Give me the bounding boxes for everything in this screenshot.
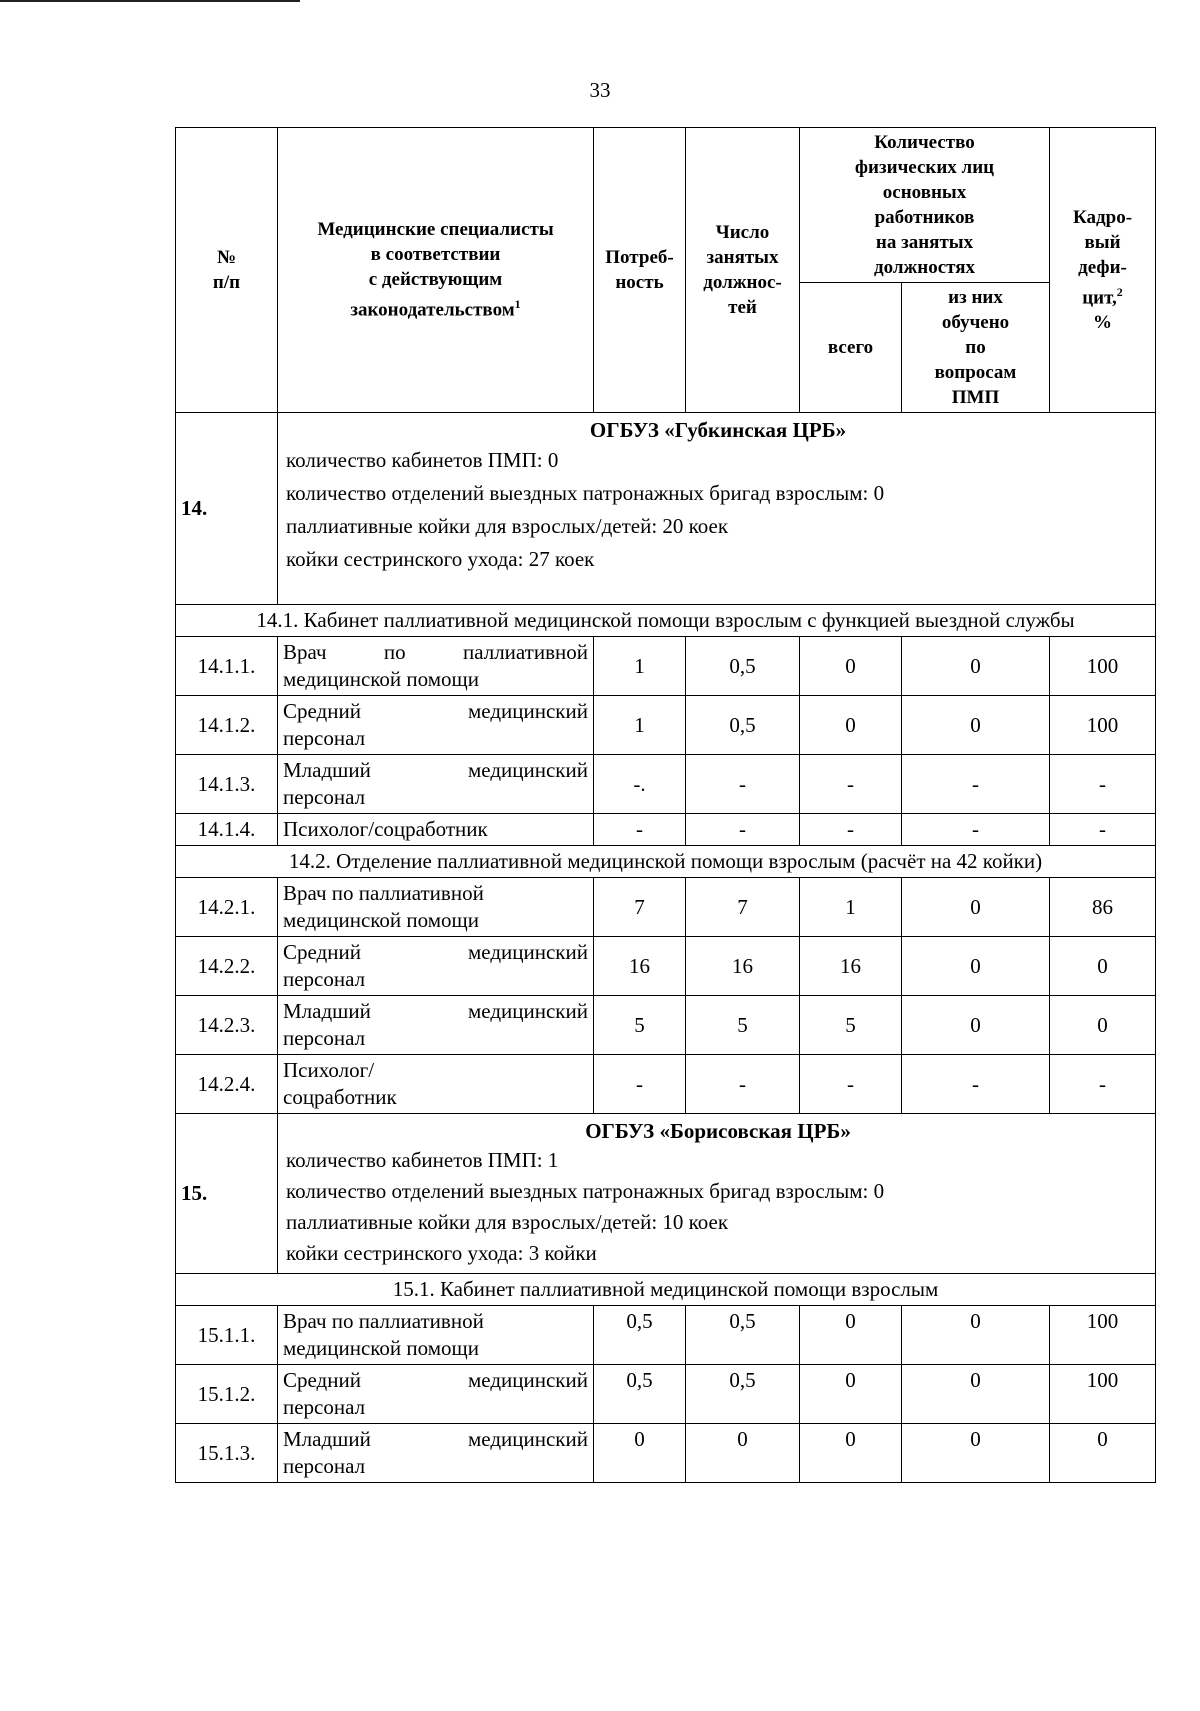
specialist-line — [283, 1367, 588, 1394]
value-deficit: - — [1050, 1055, 1156, 1114]
value-trained: - — [902, 755, 1050, 814]
specialist-line: персонал — [283, 1026, 366, 1050]
specialist-cell — [278, 755, 594, 814]
specialist-cell — [278, 1365, 594, 1424]
subsection-title-row — [176, 605, 1156, 637]
value-trained: 0 — [902, 1424, 1050, 1483]
value-occ: 0,5 — [686, 1365, 800, 1424]
specialist-word: Средний — [283, 1368, 361, 1392]
header-need: Потреб- ность — [594, 128, 686, 413]
specialist-line: Психолог/соцработник — [283, 817, 488, 841]
subsection-title-row — [176, 1274, 1156, 1306]
specialist-word: Средний — [283, 699, 361, 723]
value-trained: - — [902, 814, 1050, 846]
subsection-title: 14.2. Отделение паллиативной медицинской помощи взрослым (расчёт на 42 койки) — [176, 846, 1156, 878]
value-total: - — [800, 755, 902, 814]
specialist-word: медицинский — [468, 1427, 588, 1451]
value-occ: 16 — [686, 937, 800, 996]
org-info-line: паллиативные койки для взрослых/детей: 20 коек — [286, 514, 729, 538]
value-total: - — [800, 814, 902, 846]
value-deficit: - — [1050, 814, 1156, 846]
specialist-word: Врач — [283, 640, 327, 664]
value-need: 0,5 — [594, 1306, 686, 1365]
org-info-line: количество отделений выездных патронажных бригад взрослым: 0 — [286, 481, 885, 505]
value-need: 1 — [594, 696, 686, 755]
value-deficit: 100 — [1050, 1306, 1156, 1365]
value-deficit: 0 — [1050, 1424, 1156, 1483]
value-deficit: 100 — [1050, 1365, 1156, 1424]
header-trained: из них обучено по вопросам ПМП — [902, 283, 1050, 413]
specialist-line: Врач по паллиативной — [283, 1309, 484, 1333]
row-number: 15.1.2. — [176, 1365, 278, 1424]
table-header-row — [176, 128, 1156, 283]
org-info-line: койки сестринского ухода: 27 коек — [286, 547, 595, 571]
specialist-line — [283, 998, 588, 1025]
value-trained: 0 — [902, 937, 1050, 996]
specialist-word: медицинский — [468, 699, 588, 723]
value-occ: 5 — [686, 996, 800, 1055]
table-row — [176, 1306, 1156, 1365]
specialist-word: Младший — [283, 1427, 371, 1451]
specialist-word: Средний — [283, 940, 361, 964]
specialist-cell — [278, 1306, 594, 1365]
specialist-line: медицинской помощи — [283, 908, 479, 932]
specialist-line: персонал — [283, 1395, 366, 1419]
value-deficit: 100 — [1050, 637, 1156, 696]
org-info-line: количество кабинетов ПМП: 0 — [286, 448, 559, 472]
value-trained: 0 — [902, 637, 1050, 696]
specialist-line: Врач по паллиативной — [283, 881, 484, 905]
value-occ: - — [686, 1055, 800, 1114]
specialist-cell — [278, 1424, 594, 1483]
value-occ: 0,5 — [686, 696, 800, 755]
specialist-word: медицинский — [468, 940, 588, 964]
header-specialists: Медицинские специалисты в соответствии с действующим законодательством$^1$ — [278, 128, 594, 413]
scan-edge-line — [0, 0, 300, 2]
table-row — [176, 878, 1156, 937]
specialist-cell — [278, 1055, 594, 1114]
org-number: 14. — [176, 413, 278, 605]
specialist-line: персонал — [283, 1454, 366, 1478]
value-total: 16 — [800, 937, 902, 996]
specialist-word: Младший — [283, 999, 371, 1023]
specialist-cell — [278, 696, 594, 755]
value-need: 1 — [594, 637, 686, 696]
value-total: 0 — [800, 637, 902, 696]
row-number: 14.1.1. — [176, 637, 278, 696]
table-row — [176, 814, 1156, 846]
specialist-line — [283, 639, 588, 666]
row-number: 15.1.3. — [176, 1424, 278, 1483]
value-deficit: 86 — [1050, 878, 1156, 937]
table-row — [176, 637, 1156, 696]
org-info-line: количество отделений выездных патронажных бригад взрослым: 0 — [286, 1179, 885, 1203]
value-total: 1 — [800, 878, 902, 937]
value-occ: 7 — [686, 878, 800, 937]
specialist-line: соцработник — [283, 1085, 397, 1109]
row-number: 14.2.2. — [176, 937, 278, 996]
value-deficit: - — [1050, 755, 1156, 814]
header-total: всего — [800, 283, 902, 413]
value-total: - — [800, 1055, 902, 1114]
table-row — [176, 755, 1156, 814]
specialist-cell — [278, 878, 594, 937]
value-occ: - — [686, 814, 800, 846]
specialist-cell — [278, 814, 594, 846]
org-info-line: койки сестринского ухода: 3 койки — [286, 1241, 597, 1265]
value-need: 5 — [594, 996, 686, 1055]
value-occ: 0,5 — [686, 637, 800, 696]
value-trained: 0 — [902, 696, 1050, 755]
header-occupied: Число занятых должнос- тей — [686, 128, 800, 413]
specialist-line: персонал — [283, 967, 366, 991]
table-row — [176, 937, 1156, 996]
org-row — [176, 1114, 1156, 1274]
row-number: 14.1.2. — [176, 696, 278, 755]
specialist-line: медицинской помощи — [283, 667, 479, 691]
table-row — [176, 1424, 1156, 1483]
value-total: 0 — [800, 696, 902, 755]
row-number: 15.1.1. — [176, 1306, 278, 1365]
subsection-title: 14.1. Кабинет паллиативной медицинской помощи взрослым с функцией выездной службы — [176, 605, 1156, 637]
page-number: 33 — [589, 78, 611, 102]
subsection-title: 15.1. Кабинет паллиативной медицинской помощи взрослым — [176, 1274, 1156, 1306]
staffing-table — [175, 127, 1156, 1483]
table-row — [176, 696, 1156, 755]
org-info-line: количество кабинетов ПМП: 1 — [286, 1148, 559, 1172]
specialist-line — [283, 939, 588, 966]
specialist-line — [283, 698, 588, 725]
value-need: 7 — [594, 878, 686, 937]
specialist-word: медицинский — [468, 758, 588, 782]
org-name: ОГБУЗ «Губкинская ЦРБ» — [589, 418, 847, 442]
org-row — [176, 413, 1156, 605]
value-deficit: 100 — [1050, 696, 1156, 755]
table-row — [176, 1365, 1156, 1424]
value-occ: 0,5 — [686, 1306, 800, 1365]
value-occ: - — [686, 755, 800, 814]
org-info — [278, 1114, 1156, 1274]
value-occ: 0 — [686, 1424, 800, 1483]
specialist-line: медицинской помощи — [283, 1336, 479, 1360]
table-row — [176, 1055, 1156, 1114]
value-need: 0,5 — [594, 1365, 686, 1424]
header-persons: Количество физических лиц основных работников на занятых должностях — [800, 128, 1050, 283]
org-number: 15. — [176, 1114, 278, 1274]
row-number: 14.2.4. — [176, 1055, 278, 1114]
value-trained: - — [902, 1055, 1050, 1114]
org-info-line: паллиативные койки для взрослых/детей: 10 коек — [286, 1210, 729, 1234]
specialist-line: персонал — [283, 726, 366, 750]
specialist-line: Психолог/ — [283, 1058, 375, 1082]
value-total: 0 — [800, 1365, 902, 1424]
specialist-line — [283, 757, 588, 784]
specialist-cell — [278, 937, 594, 996]
specialist-word: паллиативной — [462, 640, 588, 664]
row-number: 14.2.3. — [176, 996, 278, 1055]
value-need: 16 — [594, 937, 686, 996]
org-info — [278, 413, 1156, 605]
specialist-word: по — [383, 640, 406, 664]
value-trained: 0 — [902, 1365, 1050, 1424]
value-trained: 0 — [902, 996, 1050, 1055]
value-total: 5 — [800, 996, 902, 1055]
value-deficit: 0 — [1050, 937, 1156, 996]
specialist-line: персонал — [283, 785, 366, 809]
row-number: 14.2.1. — [176, 878, 278, 937]
table-row — [176, 996, 1156, 1055]
value-total: 0 — [800, 1306, 902, 1365]
specialist-line — [283, 1426, 588, 1453]
row-number: 14.1.3. — [176, 755, 278, 814]
header-num: № п/п — [176, 128, 278, 413]
row-number: 14.1.4. — [176, 814, 278, 846]
value-need: -. — [594, 755, 686, 814]
specialist-cell — [278, 637, 594, 696]
value-need: - — [594, 1055, 686, 1114]
value-need: 0 — [594, 1424, 686, 1483]
specialist-word: медицинский — [468, 999, 588, 1023]
value-deficit: 0 — [1050, 996, 1156, 1055]
org-name: ОГБУЗ «Борисовская ЦРБ» — [585, 1119, 851, 1143]
header-deficit: Кадро- вый дефи- цит,$^2$ % — [1050, 128, 1156, 413]
value-trained: 0 — [902, 1306, 1050, 1365]
value-total: 0 — [800, 1424, 902, 1483]
specialist-word: медицинский — [468, 1368, 588, 1392]
specialist-cell — [278, 996, 594, 1055]
specialist-word: Младший — [283, 758, 371, 782]
value-need: - — [594, 814, 686, 846]
subsection-title-row — [176, 846, 1156, 878]
value-trained: 0 — [902, 878, 1050, 937]
